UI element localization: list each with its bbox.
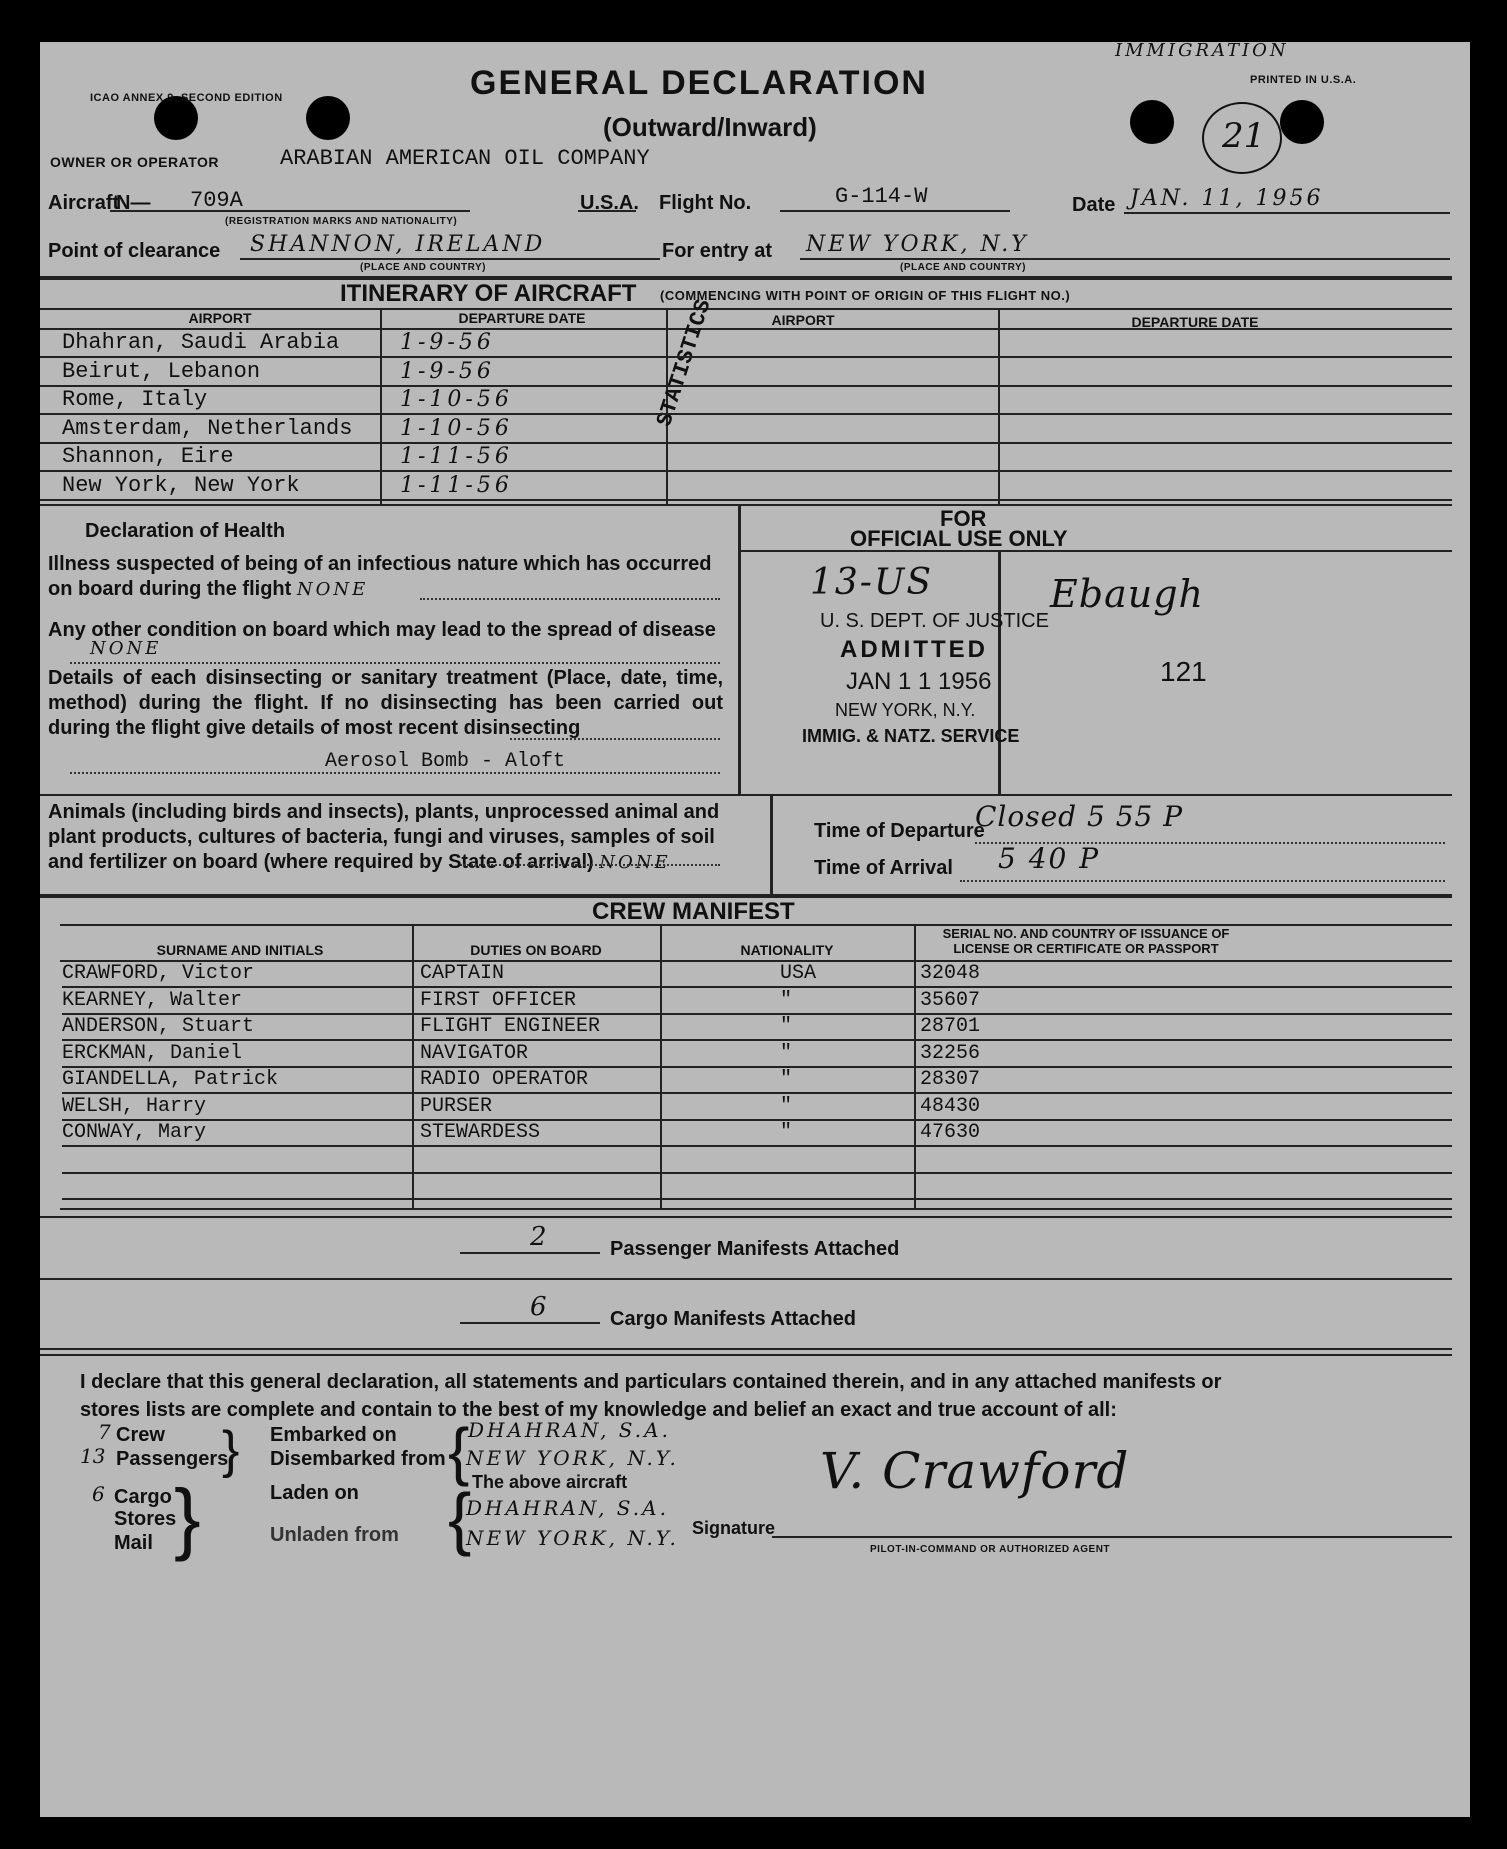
unladen-label: Unladen from (270, 1524, 399, 1546)
owner-label: OWNER OR OPERATOR (50, 154, 219, 170)
itin-departure-date: 1-11-56 (400, 472, 513, 498)
crew-serial: 47630 (920, 1121, 981, 1144)
passenger-manifest-count: 2 (530, 1222, 550, 1252)
printed-in: PRINTED IN U.S.A. (1250, 74, 1357, 86)
itin-airport: New York, New York (62, 472, 300, 498)
crew-name: ERCKMAN, Daniel (62, 1041, 243, 1065)
circled-number-text: 21 (1222, 116, 1266, 156)
embarked-label: Embarked on (270, 1424, 397, 1446)
itin-airport: Beirut, Lebanon (62, 358, 261, 384)
aircraft-label: Aircraft (48, 192, 120, 214)
crew-nationality: " (780, 1041, 793, 1065)
unladen-value: NEW YORK, N.Y. (466, 1526, 679, 1550)
crew-nationality: USA (780, 962, 817, 985)
departure-label: Time of Departure (814, 820, 985, 842)
pax-count: 13 (80, 1444, 106, 1468)
crew-name: WELSH, Harry (62, 1094, 207, 1118)
disembarked-value: NEW YORK, N.Y. (466, 1446, 679, 1470)
itin-header-date-2: DEPARTURE DATE (1131, 314, 1259, 330)
signature-caption: PILOT-IN-COMMAND OR AUTHORIZED AGENT (870, 1544, 1111, 1555)
cargo-manifest-label: Cargo Manifests Attached (610, 1308, 856, 1330)
crew-header-name: SURNAME AND INITIALS (156, 942, 324, 958)
crew-duty: NAVIGATOR (420, 1041, 529, 1065)
arrival-value: 5 40 P (998, 842, 1101, 875)
crew-name: GIANDELLA, Patrick (62, 1068, 279, 1091)
punch-hole (306, 96, 350, 140)
clearance-label: Point of clearance (48, 240, 221, 262)
health-title: Declaration of Health (85, 520, 286, 542)
punch-hole (1280, 100, 1324, 144)
embarked-value: DHAHRAN, S.A. (468, 1418, 671, 1442)
crew-header-serial: SERIAL NO. AND COUNTRY OF ISSUANCE OF LICENSE OR CERTIFICATE OR PASSPORT (942, 926, 1230, 956)
itin-airport: Shannon, Eire (62, 444, 234, 469)
itin-departure-date: 1-9-56 (400, 358, 495, 384)
crew-name: CONWAY, Mary (62, 1121, 207, 1144)
itin-departure-date: 1-10-56 (400, 387, 513, 412)
statistics-stamp: STATISTICS (652, 296, 717, 430)
official-title-2: OFFICIAL USE ONLY (850, 526, 1068, 551)
health-q1: Illness suspected of being of an infectious nature which has occurred on board during the flight NONE (48, 553, 712, 600)
crew-label: Crew (116, 1424, 165, 1446)
stores-label: Stores (114, 1508, 177, 1530)
crew-count: 7 (98, 1420, 111, 1444)
crew-serial: 28701 (920, 1015, 981, 1038)
health-a3: Aerosol Bomb - Aloft (325, 750, 566, 773)
crew-name: ANDERSON, Stuart (62, 1015, 255, 1038)
crew-nationality: " (780, 1094, 793, 1118)
itin-departure-date: 1-10-56 (400, 415, 513, 441)
official-number: 121 (1160, 656, 1207, 687)
form-subtitle: (Outward/Inward) (603, 112, 817, 142)
health-a2: NONE (90, 638, 162, 659)
crew-nationality: " (780, 988, 793, 1012)
crew-serial: 35607 (920, 988, 981, 1012)
stamp-line-2: ADMITTED (840, 636, 988, 663)
pax-label: Passengers (116, 1448, 229, 1470)
entry-value: NEW YORK, N.Y (806, 232, 1029, 257)
laden-value: DHAHRAN, S.A. (466, 1496, 669, 1520)
crew-title: CREW MANIFEST (592, 898, 795, 925)
itinerary-title: ITINERARY OF AIRCRAFT (340, 280, 637, 307)
itin-header-airport-2: AIRPORT (771, 312, 835, 328)
health-q2: Any other condition on board which may lead to the spread of disease (48, 619, 716, 641)
official-hand-code: 13-US (810, 562, 933, 603)
mail-label: Mail (114, 1532, 153, 1554)
cargo-label-decl: Cargo (114, 1486, 172, 1508)
signature-label: Signature (692, 1518, 776, 1538)
icao-annex: ICAO ANNEX 9. SECOND EDITION (90, 92, 283, 104)
stamp-line-4: NEW YORK, N.Y. (835, 700, 976, 720)
owner-value: ARABIAN AMERICAN OIL COMPANY (280, 146, 650, 171)
flight-value: G-114-W (835, 184, 928, 209)
crew-serial: 32048 (920, 962, 981, 985)
animals-value: NONE (599, 852, 671, 873)
itin-departure-date: 1-9-56 (400, 330, 495, 355)
departure-value: Closed 5 55 P (975, 800, 1184, 833)
nationality: U.S.A. (580, 192, 639, 214)
date-label: Date (1072, 194, 1116, 216)
aircraft-caption: (REGISTRATION MARKS AND NATIONALITY) (225, 216, 458, 227)
itin-airport: Dhahran, Saudi Arabia (62, 330, 340, 355)
declaration-text: I declare that this general declaration, all statements and particulars contained therein, and in any attached manifests or stores lists are complete and contain to the best of my knowledge and belief an exact and true account of all: (80, 1371, 1222, 1421)
aircraft-value: 709A (190, 188, 243, 213)
cargo-count-decl: 6 (92, 1482, 105, 1506)
crew-duty: STEWARDESS (420, 1121, 541, 1144)
crew-duty: FLIGHT ENGINEER (420, 1015, 601, 1038)
immigration-note: IMMIGRATION (1115, 40, 1289, 61)
crew-header-nat: NATIONALITY (740, 942, 834, 958)
official-title-1: FOR (940, 506, 987, 531)
entry-caption: (PLACE AND COUNTRY) (900, 262, 1026, 273)
crew-duty: CAPTAIN (420, 962, 505, 985)
passenger-manifest-label: Passenger Manifests Attached (610, 1238, 900, 1260)
stamp-line-3: JAN 1 1 1956 (846, 668, 992, 695)
clearance-caption: (PLACE AND COUNTRY) (360, 262, 486, 273)
form-title: GENERAL DECLARATION (470, 64, 928, 102)
crew-nationality: " (780, 1121, 793, 1144)
crew-duty: RADIO OPERATOR (420, 1068, 589, 1091)
animals-text: Animals (including birds and insects), plants, unprocessed animal and plant products, cultures of bacteria, fungi and viruses, samples of soil and fertilizer on board (where required by State of arrival) NONE (48, 801, 720, 873)
stamp-line-1: U. S. DEPT. OF JUSTICE (820, 610, 1049, 632)
crew-name: KEARNEY, Walter (62, 988, 243, 1012)
disembarked-label: Disembarked from (270, 1448, 446, 1470)
itin-airport: Rome, Italy (62, 387, 208, 412)
entry-label: For entry at (662, 240, 773, 262)
crew-duty: PURSER (420, 1094, 493, 1118)
cargo-manifest-count: 6 (530, 1292, 550, 1322)
itin-header-airport-1: AIRPORT (188, 310, 252, 326)
above-aircraft: The above aircraft (472, 1472, 628, 1492)
signature-name: V. Crawford (820, 1442, 1130, 1500)
crew-nationality: " (780, 1015, 793, 1038)
declaration-form: ICAO ANNEX 9. SECOND EDITION GENERAL DECLARATION (Outward/Inward) PRINTED IN U.S.A. IMMIGRATION 21 OWNER OR OPERATOR ARABIAN AMERICAN OIL COMPANY Aircraft N— 709A (REGISTRATION MARKS AND NATIONALITY) U.S.A. Flight No. G-114-W Date JAN. 11, 1956 Point of clearance SHANNON, IRELAND (PLACE AND COUNTRY) For entry at NEW YORK, N.Y (PLACE AND COUNTRY) ITINERARY OF AIRCRAFT (COMMENCING WITH POINT OF ORIGIN OF THIS FLIGHT NO.) AIRPORT DEPARTURE DATE AIRPORT DEPARTURE DATE STATISTICS Declaration of Health Illness suspected of being of an infectious nature which has occurred on board during the flight NONE Any other condition on board which may lead to the spread of disease NONE Details of each disinsecting or sanitary treatment (Place, date, time, method) during the flight. If no disinsecting has been carried out during the flight give details of most recent disinsecting Aerosol Bomb - Aloft FOR OFFICIAL USE ONLY 13-US U. S. DEPT. OF JUSTICE ADMITTED JAN 1 1 1956 NEW YORK, N.Y. IMMIG. & NATZ. SERVICE Ebaugh 121 Animals (including birds and insects), plants, unprocessed animal and plant products, cultures of bacteria, fungi and viruses, samples of soil and fertilizer on board (where required by State of arrival) NONE Time of Departure Closed 5 55 P Time of Arrival 5 40 P CREW MANIFEST SURNAME AND INITIALS DUTIES ON BOARD NATIONALITY SERIAL NO. AND COUNTRY OF ISSUANCE OF LICENSE OR CERTIFICATE OR PASSPORT 2 Passenger Manifests Attached 6 Cargo Manifests Attached I declare that this general declaration, all statements and particulars contained therein, and in any attached manifests or stores lists are complete and contain to the best of my knowledge and belief an exact and true account of all: 7 Crew 13 Passengers } Embarked on Disembarked from { DHAHRAN, S.A. NEW YORK, N.Y. The above aircraft 6 Cargo Stores Mail } Laden on Unladen from { DHAHRAN, S.A. NEW YORK, N.Y. Signature V. Crawford PILOT-IN-COMMAND OR AUTHORIZED AGENT Dhahran, Saudi Arabia 1-9-56 Beirut, Lebanon 1-9-56 Rome, Italy 1-10-56 Amsterdam, Netherlands 1-10-56 Shannon, Eire 1-11-56 New York, New York 1-11-56 CRAWFORD, Victor CAPTAIN USA 32048 KEARNEY, Walter FIRST OFFICER " 35607 ANDERSON, Stuart FLIGHT ENGINEER " 28701 ERCKMAN, Daniel NAVIGATOR " 32256 GIANDELLA, Patrick RADIO OPERATOR " 28307 WELSH, Harry PURSER " 48430 CONWAY, Mary STEWARDESS " 47630 (40, 42, 1470, 1817)
flight-label: Flight No. (659, 192, 752, 214)
date-value: JAN. 11, 1956 (1130, 186, 1324, 211)
aircraft-prefix: N— (116, 192, 151, 214)
crew-duty: FIRST OFFICER (420, 988, 577, 1012)
health-q3: Details of each disinsecting or sanitary treatment (Place, date, time, method) during the flight. If no disinsecting has been carried out during the flight give details of most recent disinsecting (48, 667, 723, 739)
itin-airport: Amsterdam, Netherlands (62, 415, 353, 441)
crew-serial: 32256 (920, 1041, 981, 1065)
punch-hole (1130, 100, 1174, 144)
laden-label: Laden on (270, 1482, 359, 1504)
clearance-value: SHANNON, IRELAND (250, 232, 546, 257)
itinerary-note: (COMMENCING WITH POINT OF ORIGIN OF THIS FLIGHT NO.) (660, 288, 1071, 303)
crew-name: CRAWFORD, Victor (62, 962, 255, 985)
itin-header-date-1: DEPARTURE DATE (458, 310, 586, 326)
itin-departure-date: 1-11-56 (400, 444, 513, 469)
arrival-label: Time of Arrival (814, 857, 953, 879)
crew-serial: 28307 (920, 1068, 981, 1091)
crew-header-duty: DUTIES ON BOARD (470, 942, 602, 958)
stamp-line-5: IMMIG. & NATZ. SERVICE (802, 726, 1020, 746)
crew-nationality: " (780, 1068, 793, 1091)
health-a1: NONE (296, 579, 369, 600)
crew-serial: 48430 (920, 1094, 981, 1118)
official-initials: Ebaugh (1050, 572, 1204, 616)
